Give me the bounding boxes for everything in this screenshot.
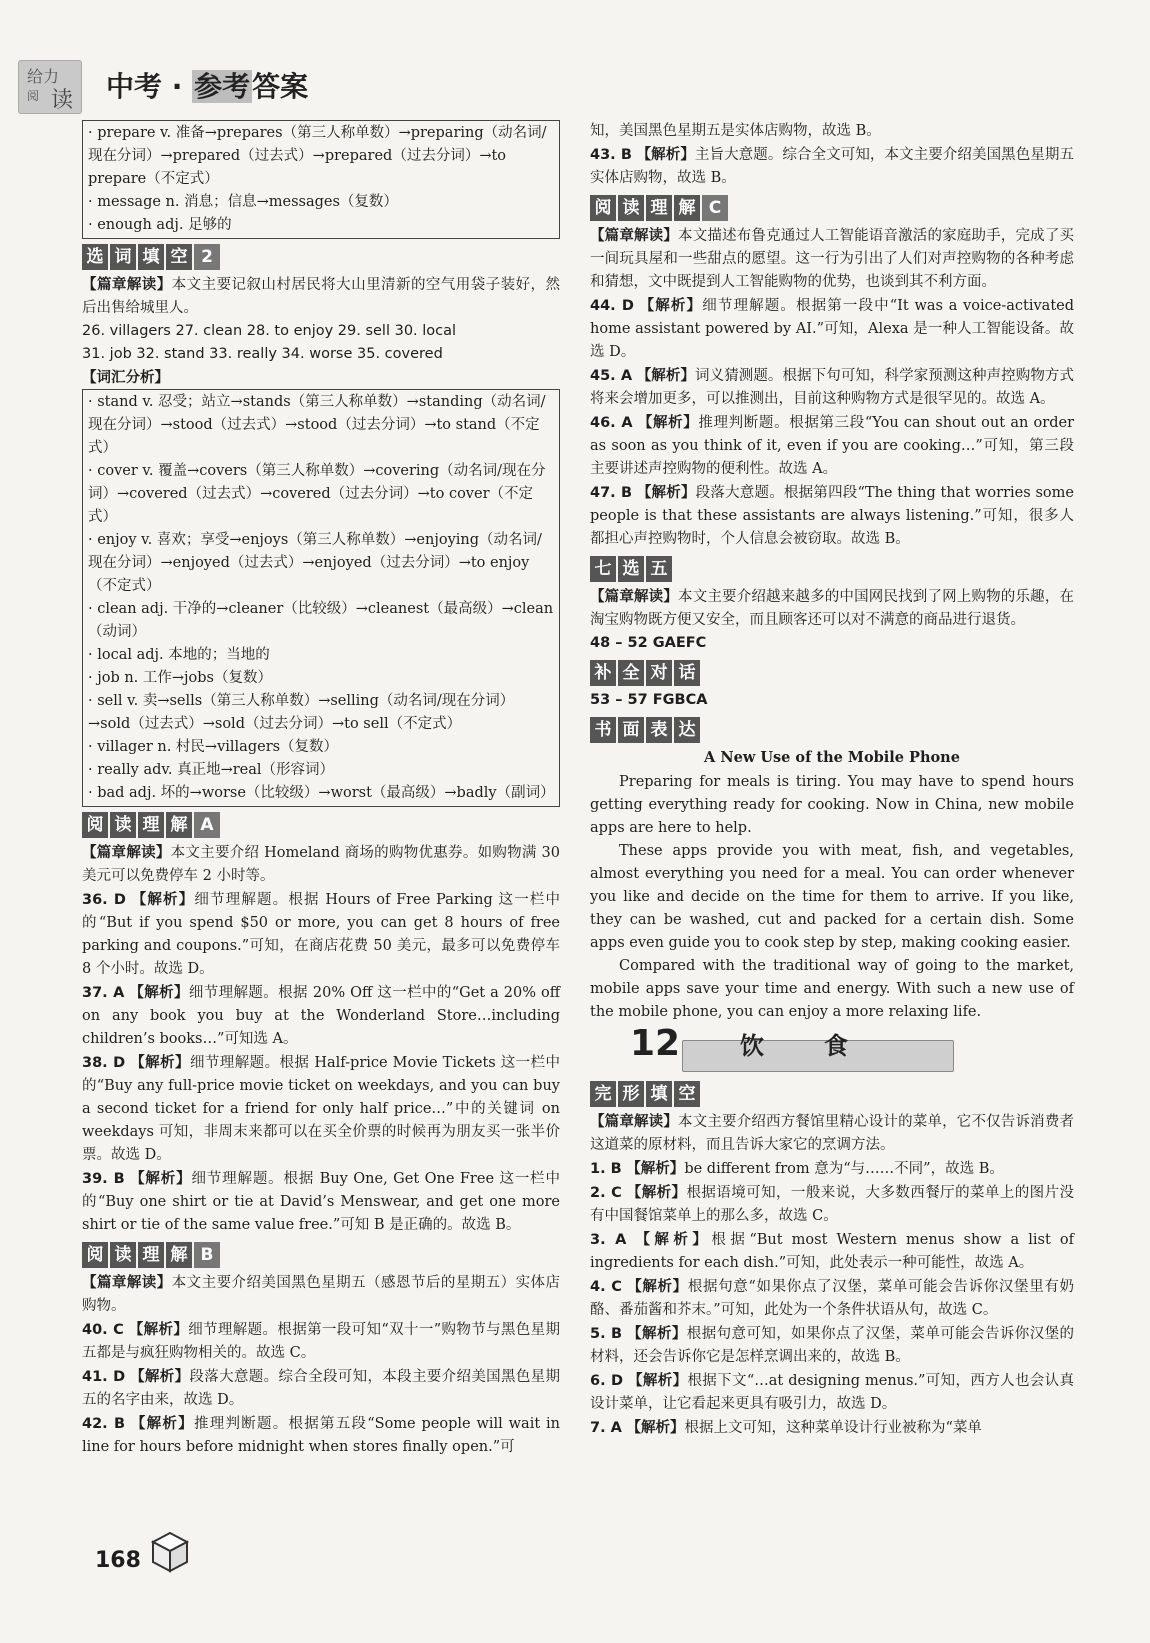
explanation-label: 【解析】: [130, 1368, 190, 1385]
section-intro: [82, 1271, 560, 1318]
unit-banner: [590, 1023, 1074, 1076]
explanation-label: 【解析】: [627, 1325, 687, 1342]
section-heading-char: 解: [166, 1242, 192, 1268]
explanation-label: 【解析】: [637, 414, 699, 431]
essay-paragraph: These apps provide you with meat, fish, and vegetables, almost everything you need for a meal. You can order whenever you like and decide on the time for them to arrive. If you like, they can be washed, cut and packed for a certain dish. Some apps even guide you to cook step by step, making cooking easier.: [590, 843, 1074, 951]
section-heading-reading-c: [590, 194, 1074, 222]
intro-label: 【篇章解读】: [590, 227, 679, 244]
answer-number: 40. C: [82, 1322, 124, 1338]
answer-number: 7. A: [590, 1420, 622, 1436]
answer-explanation: [82, 981, 560, 1051]
vocab-entry: · prepare v. 准备→prepares（第三人称单数）→preparing（动名词/现在分词）→prepared（过去式）→prepared（过去分词）→to prepare（不定式）: [88, 125, 547, 187]
intro-text: 本文主要介绍西方餐馆里精心设计的菜单，它不仅告诉消费者这道菜的原材料，而且告诉大家它的烹调方法。: [590, 1114, 1074, 1153]
explanation-label: 【解析】: [128, 1321, 189, 1338]
explanation-label: 【解析】: [130, 1054, 190, 1071]
section-heading-char: 补: [590, 660, 616, 686]
section-heading-writing: [590, 716, 1074, 744]
answer-number: 45. A: [590, 368, 633, 384]
page-number: 168: [95, 1548, 141, 1573]
section-heading-char: 读: [618, 195, 644, 221]
answer-explanation: [590, 1157, 1074, 1181]
answer-number: 46. A: [590, 415, 633, 431]
answer-explanation: [590, 411, 1074, 481]
section-heading-char: 完: [590, 1081, 616, 1107]
explanation-text: 细节理解题。根据 Hours of Free Parking 这一栏中的“But if you spend $50 or more, you can get 8 hours of free parking and coupons.”可知，在商店花费 50 美元，最多可以免费停车 8 个小时。故选 D。: [82, 892, 561, 977]
vocab-entry: · clean adj. 干净的→cleaner（比较级）→cleanest（最高级）→clean（动词）: [88, 601, 554, 640]
answer-line: 53 – 57 FGBCA: [590, 692, 708, 708]
answer-explanation: [590, 1181, 1074, 1228]
answer-number: 2. C: [590, 1185, 622, 1201]
vocab-entry: · stand v. 忍受；站立→stands（第三人称单数）→standing（动名词/现在分词）→stood（过去式）→stood（过去分词）→to stand（不定式）: [88, 394, 546, 456]
answer-number: 6. D: [590, 1373, 624, 1389]
section-heading-char: 选: [82, 244, 108, 270]
answer-number: 36. D: [82, 892, 126, 908]
explanation-text: 根据语境可知，一般来说，大多数西餐厅的菜单上的图片没有中国餐馆菜单上的那么多，故选 C。: [590, 1185, 1075, 1224]
answer-number: 1. B: [590, 1161, 622, 1177]
answer-explanation: [82, 888, 560, 981]
answer-explanation: [82, 1412, 560, 1459]
explanation-label: 【解析】: [129, 984, 189, 1001]
explanation-label: 【解析】: [627, 1278, 688, 1295]
section-heading-letter: A: [194, 812, 220, 838]
vocab-entry: · cover v. 覆盖→covers（第三人称单数）→covering（动名词/现在分词）→covered（过去式）→covered（过去分词）→to cover（不定式）: [88, 463, 546, 525]
section-heading-char: 面: [618, 717, 644, 743]
intro-label: 【篇章解读】: [82, 276, 172, 293]
section-heading-char: 书: [590, 717, 616, 743]
section-heading-reading-b: [82, 1241, 560, 1269]
explanation-text: 根据下文“…at designing menus.”可知，西方人也会认真设计菜单，让它看起来更具有吸引力，故选 D。: [590, 1373, 1075, 1412]
title-suffix: 答案: [252, 70, 309, 103]
unit-number: 12: [630, 1023, 681, 1064]
answer-number: 47. B: [590, 485, 632, 501]
section-heading-reading-a: [82, 811, 560, 839]
section-heading-char: 空: [166, 244, 192, 270]
answer-number: 41. D: [82, 1369, 126, 1385]
answer-number: 37. A: [82, 985, 125, 1001]
explanation-text: 段落大意题。综合全段可知，本段主要介绍美国黑色星期五的名字由来，故选 D。: [82, 1369, 561, 1408]
page-header: [18, 55, 618, 115]
explanation-text: 根据上文可知，这种菜单设计行业被称为“菜单: [684, 1420, 982, 1436]
vocab-box-2: [82, 389, 560, 807]
explanation-text: 细节理解题。根据 Half-price Movie Tickets 这一栏中的“Buy any full-price movie ticket on weekdays, and you can buy a second ticket for a friend for only half price…”中的关键词 on weekdays 可知，非周末来都可以在买全价票的时候再为朋友买一张半价票。故选 D。: [82, 1055, 561, 1163]
explanation-label: 【解析】: [628, 1372, 688, 1389]
section-heading-number: 2: [194, 244, 220, 270]
answer-explanation: [82, 1167, 560, 1237]
unit-title: 饮食: [740, 1031, 908, 1060]
section-heading-letter: C: [702, 195, 728, 221]
intro-label: 【篇章解读】: [590, 1113, 679, 1130]
section-heading-char: 形: [618, 1081, 644, 1107]
section-heading-char: 读: [110, 1242, 136, 1268]
section-heading-char: 阅: [590, 195, 616, 221]
section-heading-letter: B: [194, 1242, 220, 1268]
answer-number: 42. B: [82, 1416, 126, 1432]
intro-text: 本文描述布鲁克通过人工智能语音激活的家庭助手，完成了买一间玩具屋和一些甜点的愿望。这一行为引出了人们对声控购物的各种考虑和猜想，文中既提到人工智能购物的优势，也谈到其不利方面。: [590, 228, 1074, 290]
answer-line: 26. villagers 27. clean 28. to enjoy 29. sell 30. local: [82, 323, 457, 339]
intro-label: 【篇章解读】: [590, 588, 679, 605]
section-heading-char: 理: [138, 812, 164, 838]
explanation-label: 【解析】: [639, 297, 703, 314]
answer-explanation: [590, 481, 1074, 551]
answer-explanation: [590, 364, 1074, 411]
vocab-entry: · villager n. 村民→villagers（复数）: [88, 739, 339, 755]
vocab-entry: · enough adj. 足够的: [88, 217, 232, 233]
left-column: [82, 120, 560, 1459]
book-logo: [18, 60, 82, 114]
answer-explanation: [590, 1275, 1074, 1322]
intro-text: 本文主要介绍 Homeland 商场的购物优惠券。如购物满 30 美元可以免费停车 2 小时等。: [82, 845, 561, 884]
answer-explanation: [82, 1365, 560, 1412]
explanation-label: 【解析】: [626, 1419, 685, 1436]
title-highlight: 参考: [194, 70, 251, 103]
section-heading-cloze: [590, 1080, 1074, 1108]
vocab-entry: · really adv. 真正地→real（形容词）: [88, 762, 335, 778]
answer-number: 5. B: [590, 1326, 623, 1342]
page-title: [106, 65, 308, 105]
logo-bottom-text: 阅: [27, 89, 40, 103]
answer-explanation: [590, 1416, 1074, 1440]
explanation-text: 根据“But most Western menus show a list of ingredients for each dish.”可知，此处表示一种可能性，故选 A。: [590, 1232, 1075, 1271]
section-heading-char: 五: [646, 556, 672, 582]
intro-text: 本文主要记叙山村居民将大山里清新的空气用袋子装好，然后出售给城里人。: [82, 277, 561, 316]
section-intro: [82, 273, 560, 320]
answer-explanation: [82, 1318, 560, 1365]
explanation-label: 【解析】: [636, 146, 695, 163]
section-intro: [590, 1110, 1074, 1157]
explanation-text: be different from 意为“与……不同”，故选 B。: [684, 1161, 1004, 1177]
intro-text: 本文主要介绍越来越多的中国网民找到了网上购物的乐趣，在淘宝购物既方便又安全，而且顾客还可以对不满意的商品进行退货。: [590, 589, 1074, 628]
answer-number: 39. B: [82, 1171, 125, 1187]
explanation-text: 细节理解题。根据第一段中“It was a voice-activated home assistant powered by AI.”可知，Alexa 是一种人工智能设备。故选 D。: [590, 298, 1075, 360]
answer-number: 4. C: [590, 1279, 622, 1295]
section-heading-char: 选: [618, 556, 644, 582]
section-heading-seven-five: [590, 555, 1074, 583]
vocab-entry: · enjoy v. 喜欢；享受→enjoys（第三人称单数）→enjoying（动名词/现在分词）→enjoyed（过去式）→enjoyed（过去分词）→to enjoy（不定式）: [88, 532, 542, 594]
section-heading-char: 表: [646, 717, 672, 743]
explanation-label: 【解析】: [636, 367, 696, 384]
section-heading-char: 空: [674, 1081, 700, 1107]
explanation-text: 细节理解题。根据第一段可知“双十一”购物节与黑色星期五都是与疯狂购物相关的。故选 C。: [82, 1322, 561, 1361]
vocab-analysis-label: 【词汇分析】: [82, 369, 169, 386]
answer-explanation: [590, 1322, 1074, 1369]
explanation-text: 细节理解题。根据 20% Off 这一栏中的“Get a 20% off on any book you buy at the Wonderland Store…including children’s books…”可知选 A。: [82, 985, 560, 1047]
section-heading-char: 七: [590, 556, 616, 582]
section-heading-char: 话: [674, 660, 700, 686]
vocab-entry: · message n. 消息；信息→messages（复数）: [88, 194, 398, 210]
intro-text: 本文主要介绍美国黑色星期五（感恩节后的星期五）实体店购物。: [82, 1275, 561, 1314]
explanation-label: 【解析】: [636, 484, 696, 501]
section-heading-char: 全: [618, 660, 644, 686]
answer-explanation: [590, 143, 1074, 190]
section-heading-char: 解: [166, 812, 192, 838]
section-heading-dialogue: [590, 659, 1074, 687]
answer-line: 48 – 52 GAEFC: [590, 635, 707, 651]
answer-number: 38. D: [82, 1055, 126, 1071]
section-heading-char: 理: [646, 195, 672, 221]
logo-big-text: 读: [51, 88, 74, 113]
answer-explanation: [590, 294, 1074, 364]
section-intro: [82, 841, 560, 888]
answer-number: 43. B: [590, 147, 632, 163]
section-heading-char: 词: [110, 244, 136, 270]
vocab-entry: · sell v. 卖→sells（第三人称单数）→selling（动名词/现在分词）→sold（过去式）→sold（过去分词）→to sell（不定式）: [88, 693, 515, 732]
logo-top-text: 给力: [27, 67, 60, 86]
section-heading-char: 填: [138, 244, 164, 270]
section-heading-char: 对: [646, 660, 672, 686]
section-heading-char: 达: [674, 717, 700, 743]
essay-paragraph: Compared with the traditional way of going to the market, mobile apps save your time and energy. With such a new use of the mobile phone, you can enjoy a more relaxing life.: [590, 958, 1074, 1020]
section-heading-cloze-2: [82, 243, 560, 271]
section-heading-char: 读: [110, 812, 136, 838]
section-heading-char: 填: [646, 1081, 672, 1107]
answer-number: 3. A: [590, 1232, 627, 1248]
explanation-label: 【解析】: [626, 1160, 685, 1177]
essay-paragraph: Preparing for meals is tiring. You may have to spend hours getting everything ready for cooking. Now in China, new mobile apps are here to help.: [590, 774, 1074, 836]
explanation-text: 根据句意可知，如果你点了汉堡，菜单可能会告诉你汉堡的材料，还会告诉你它是怎样烹调出来的，故选 B。: [590, 1326, 1075, 1365]
section-heading-char: 解: [674, 195, 700, 221]
vocab-box-1: [82, 120, 560, 239]
explanation-text: 词义猜测题。根据下句可知，科学家预测这种声控购物方式将来会增加更多，可以推测出，目前这种购物方式是很罕见的。故选 A。: [590, 368, 1074, 407]
explanation-label: 【解析】: [131, 891, 195, 908]
vocab-entry: · bad adj. 坏的→worse（比较级）→worst（最高级）→badly（副词）: [88, 785, 555, 801]
essay-title: A New Use of the Mobile Phone: [704, 749, 960, 766]
explanation-text: 推理判断题。根据第三段“You can shout out an order as soon as you think of it, even if you are cooking…”可知，第三段主要讲述声控购物的便利性。故选 A。: [590, 415, 1075, 477]
explanation-text: 段落大意题。根据第四段“The thing that worries some people is that these assistants are always listening.”可知，很多人都担心声控购物时，个人信息会被窃取。故选 B。: [590, 485, 1074, 547]
continued-text: 知，美国黑色星期五是实体店购物，故选 B。: [590, 123, 881, 139]
explanation-label: 【解析】: [130, 1415, 194, 1432]
answer-explanation: [590, 1228, 1074, 1275]
section-heading-char: 阅: [82, 1242, 108, 1268]
right-column: [590, 120, 1074, 1440]
intro-label: 【篇章解读】: [82, 1274, 172, 1291]
cube-icon: [150, 1530, 190, 1574]
explanation-text: 推理判断题。根据第五段“Some people will wait in line for hours before midnight when stores finally open.”可: [82, 1416, 560, 1455]
section-intro: [590, 585, 1074, 632]
vocab-entry: · local adj. 本地的；当地的: [88, 647, 270, 663]
answer-explanation: [82, 1051, 560, 1167]
answer-explanation: [590, 1369, 1074, 1416]
explanation-label: 【解析】: [626, 1184, 687, 1201]
answer-number: 44. D: [590, 298, 634, 314]
vocab-entry: · job n. 工作→jobs（复数）: [88, 670, 272, 686]
explanation-label: 【解析】: [635, 1231, 712, 1248]
intro-label: 【篇章解读】: [82, 844, 171, 861]
section-heading-char: 阅: [82, 812, 108, 838]
title-prefix: 中考 ·: [106, 70, 193, 103]
explanation-text: 细节理解题。根据 Buy One, Get One Free 这一栏中的“Buy one shirt or tie at David’s Menswear, and get one more shirt or tie of the same value free.”可知 B 是正确的。故选 B。: [82, 1171, 560, 1233]
section-intro: [590, 224, 1074, 294]
section-heading-char: 理: [138, 1242, 164, 1268]
answer-line: 31. job 32. stand 33. really 34. worse 35. covered: [82, 346, 443, 362]
explanation-text: 根据句意“如果你点了汉堡，菜单可能会告诉你汉堡里有奶酪、番茄酱和芥末。”可知，此处为一个条件状语从句，故选 C。: [590, 1279, 1075, 1318]
explanation-label: 【解析】: [130, 1170, 192, 1187]
explanation-text: 主旨大意题。综合全文可知，本文主要介绍美国黑色星期五实体店购物，故选 B。: [590, 147, 1075, 186]
